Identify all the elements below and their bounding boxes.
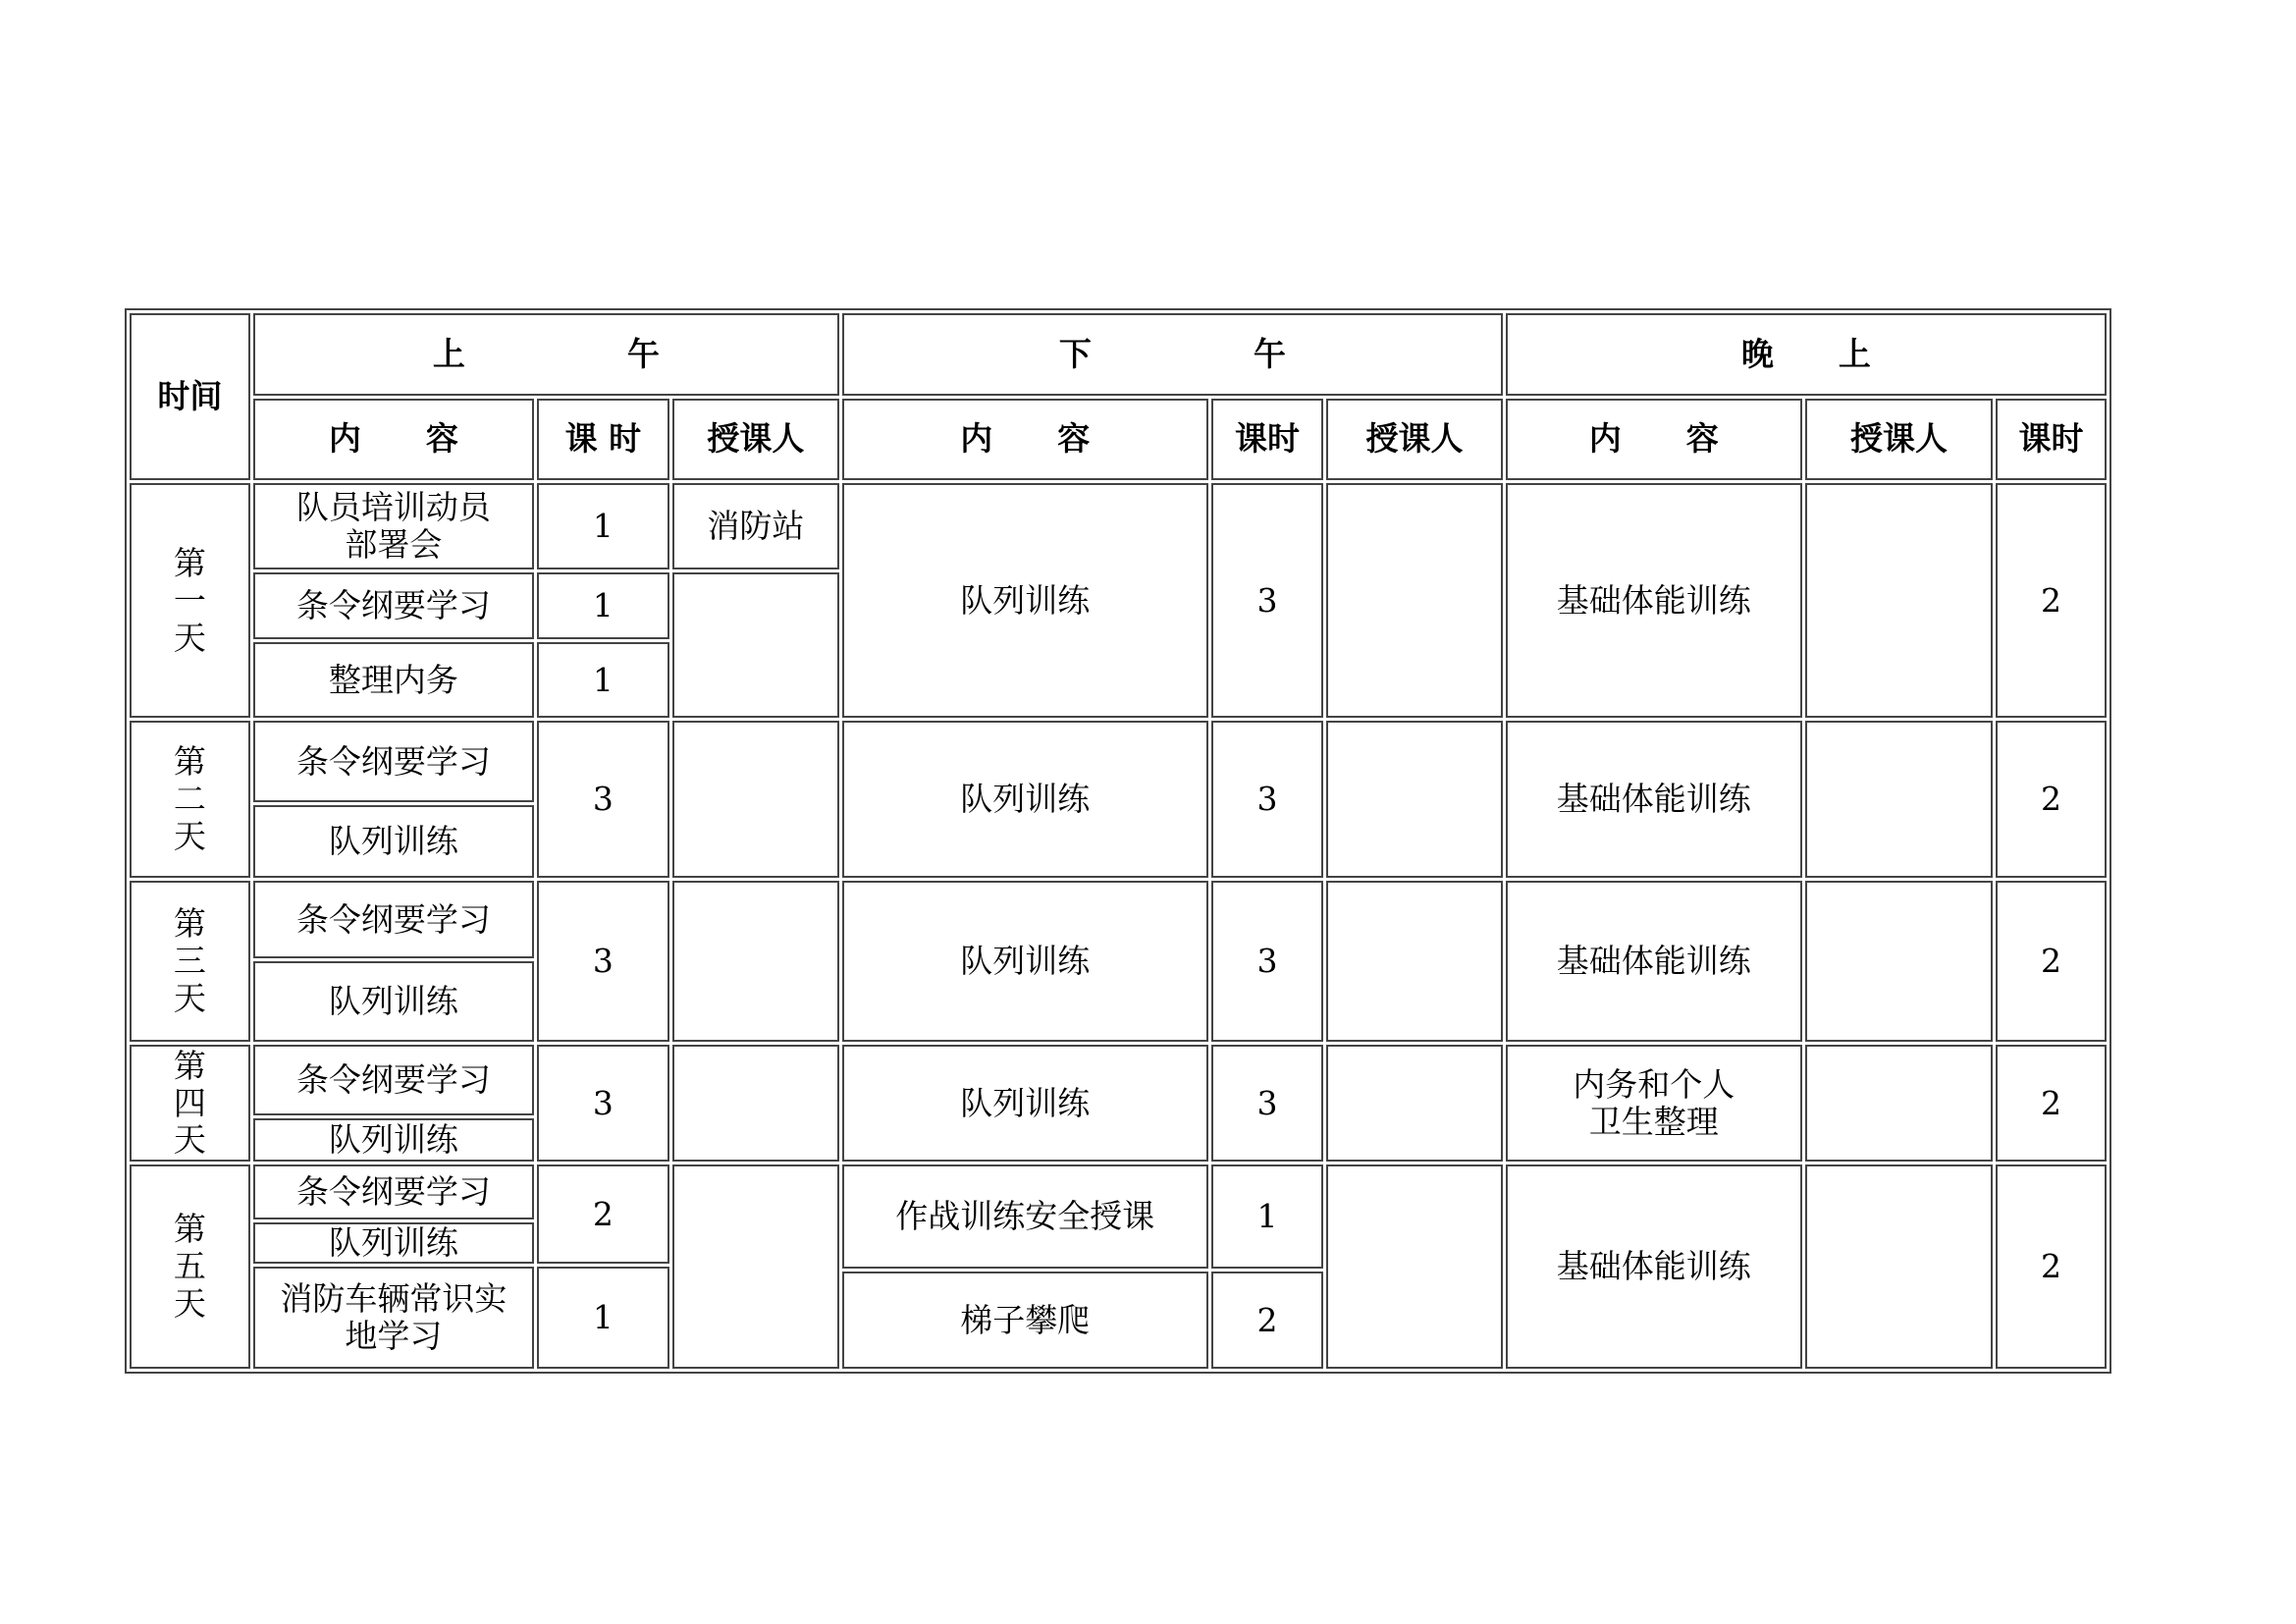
pm-teacher (1326, 1164, 1502, 1369)
eve-content: 基础体能训练 (1506, 1164, 1802, 1369)
time-header: 时间 (130, 313, 250, 480)
pm-hours: 2 (1211, 1272, 1324, 1369)
am-content-header: 内 容 (253, 399, 534, 481)
am-content: 条令纲要学习 (253, 721, 534, 801)
am-hours: 2 (537, 1164, 669, 1265)
day-label: 第 三 天 (130, 881, 250, 1042)
eve-teacher (1805, 881, 1993, 1042)
pm-content: 队列训练 (842, 483, 1208, 718)
am-content: 条令纲要学习 (253, 572, 534, 639)
am-content: 队列训练 (253, 1118, 534, 1162)
eve-teacher-header: 授课人 (1805, 399, 1993, 481)
pm-hours-header: 课时 (1211, 399, 1324, 481)
pm-hours: 3 (1211, 721, 1324, 878)
am-teacher (672, 721, 839, 878)
evening-header: 晚 上 (1506, 313, 2107, 396)
eve-content: 基础体能训练 (1506, 721, 1802, 878)
am-hours: 3 (537, 1045, 669, 1162)
am-content: 队列训练 (253, 805, 534, 878)
am-hours-header: 课 时 (537, 399, 669, 481)
eve-hours: 2 (1996, 1045, 2107, 1162)
am-content: 队列训练 (253, 961, 534, 1042)
am-teacher (672, 881, 839, 1042)
am-content: 队员培训动员 部署会 (253, 483, 534, 569)
afternoon-header: 下 午 (842, 313, 1503, 396)
am-content: 队列训练 (253, 1222, 534, 1264)
pm-content-header: 内 容 (842, 399, 1208, 481)
am-teacher-header: 授课人 (672, 399, 839, 481)
am-hours: 3 (537, 881, 669, 1042)
am-content: 条令纲要学习 (253, 1164, 534, 1219)
pm-teacher-header: 授课人 (1326, 399, 1502, 481)
day-label: 第 五 天 (130, 1164, 250, 1369)
day-label: 第 四 天 (130, 1045, 250, 1162)
eve-content-header: 内 容 (1506, 399, 1802, 481)
eve-teacher (1805, 483, 1993, 718)
eve-content: 内务和个人 卫生整理 (1506, 1045, 1802, 1162)
eve-hours: 2 (1996, 881, 2107, 1042)
am-content: 条令纲要学习 (253, 881, 534, 957)
am-teacher: 消防站 (672, 483, 839, 569)
pm-content: 队列训练 (842, 881, 1208, 1042)
eve-hours: 2 (1996, 721, 2107, 878)
day-label: 第 一 天 (130, 483, 250, 718)
pm-content: 梯子攀爬 (842, 1272, 1208, 1369)
am-teacher (672, 1045, 839, 1162)
day-label: 第 二 天 (130, 721, 250, 878)
pm-teacher (1326, 881, 1502, 1042)
am-teacher (672, 1164, 839, 1369)
am-hours: 3 (537, 721, 669, 878)
training-schedule-table (125, 308, 2111, 1374)
eve-teacher (1805, 721, 1993, 878)
am-hours: 1 (537, 1267, 669, 1369)
pm-teacher (1326, 1045, 1502, 1162)
am-teacher (672, 572, 839, 719)
am-content: 条令纲要学习 (253, 1045, 534, 1114)
eve-teacher (1805, 1164, 1993, 1369)
am-hours: 1 (537, 642, 669, 718)
pm-content: 队列训练 (842, 1045, 1208, 1162)
eve-content: 基础体能训练 (1506, 483, 1802, 718)
pm-hours: 1 (1211, 1164, 1324, 1270)
pm-teacher (1326, 483, 1502, 718)
pm-teacher (1326, 721, 1502, 878)
pm-hours: 3 (1211, 881, 1324, 1042)
eve-hours: 2 (1996, 1164, 2107, 1369)
eve-teacher (1805, 1045, 1993, 1162)
eve-hours-header: 课时 (1996, 399, 2107, 481)
eve-content: 基础体能训练 (1506, 881, 1802, 1042)
am-hours: 1 (537, 572, 669, 639)
am-hours: 1 (537, 483, 669, 569)
am-content: 整理内务 (253, 642, 534, 718)
pm-hours: 3 (1211, 483, 1324, 718)
morning-header: 上 午 (253, 313, 839, 396)
eve-hours: 2 (1996, 483, 2107, 718)
am-content: 消防车辆常识实 地学习 (253, 1267, 534, 1369)
pm-hours: 3 (1211, 1045, 1324, 1162)
pm-content: 作战训练安全授课 (842, 1164, 1208, 1270)
pm-content: 队列训练 (842, 721, 1208, 878)
